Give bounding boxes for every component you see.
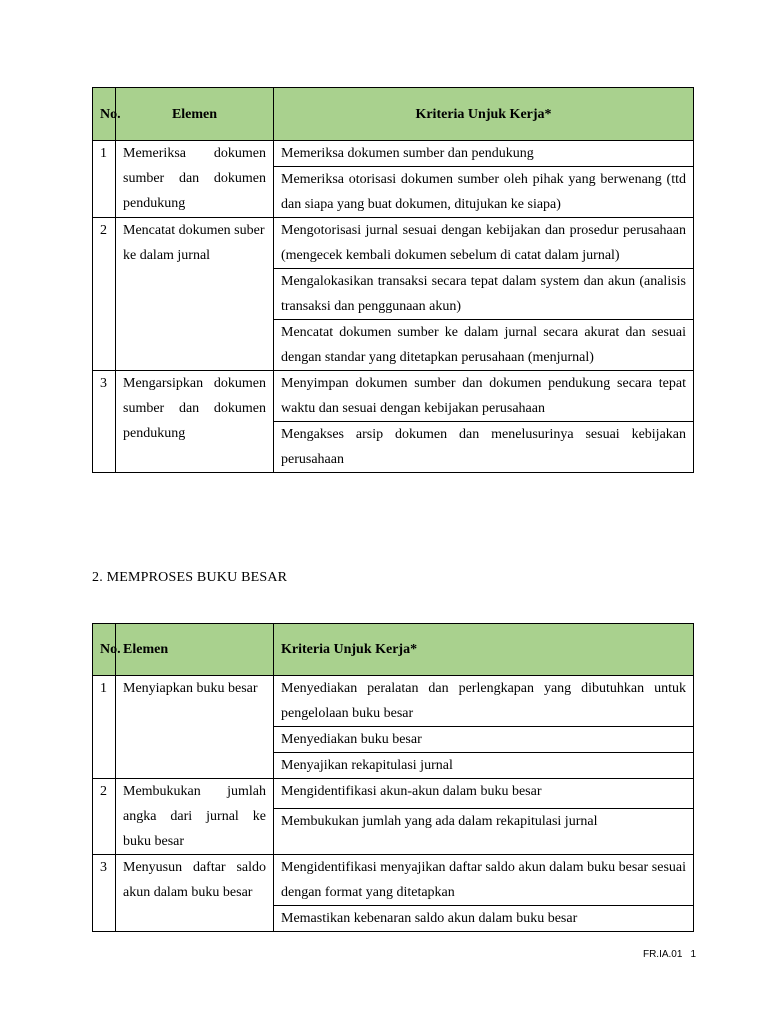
element-cell: Menyusun daftar saldo akun dalam buku besar bbox=[116, 855, 274, 932]
table-row bbox=[93, 779, 694, 809]
element-cell: Mengarsipkan dokumen sumber dan dokumen pendukung bbox=[116, 371, 274, 473]
criteria-cell: Mencatat dokumen sumber ke dalam jurnal secara akurat dan sesuai dengan standar yang ditetapkan perusahaan (menjurnal) bbox=[274, 320, 694, 371]
row-number: 2 bbox=[93, 218, 116, 371]
header-elemen: Elemen bbox=[116, 88, 274, 141]
table-row bbox=[93, 676, 694, 727]
page-number: 1 bbox=[690, 949, 696, 960]
element-cell: Membukukan jumlah angka dari jurnal ke buku besar bbox=[116, 779, 274, 855]
row-number: 1 bbox=[93, 141, 116, 218]
table-header-row bbox=[93, 88, 694, 141]
table-row bbox=[93, 855, 694, 906]
element-cell: Mencatat dokumen suber ke dalam jurnal bbox=[116, 218, 274, 371]
header-no: No. bbox=[93, 624, 116, 676]
table-header-row bbox=[93, 624, 694, 676]
criteria-cell: Menyajikan rekapitulasi jurnal bbox=[274, 753, 694, 779]
criteria-cell: Memeriksa dokumen sumber dan pendukung bbox=[274, 141, 694, 167]
criteria-cell: Menyimpan dokumen sumber dan dokumen pendukung secara tepat waktu dan sesuai dengan kebijakan perusahaan bbox=[274, 371, 694, 422]
criteria-cell: Mengotorisasi jurnal sesuai dengan kebijakan dan prosedur perusahaan (mengecek kembali dokumen sebelum di catat dalam jurnal) bbox=[274, 218, 694, 269]
criteria-cell: Mengidentifikasi menyajikan daftar saldo akun dalam buku besar sesuai dengan format yang ditetapkan bbox=[274, 855, 694, 906]
element-cell: Menyiapkan buku besar bbox=[116, 676, 274, 779]
row-number: 2 bbox=[93, 779, 116, 855]
criteria-cell: Memeriksa otorisasi dokumen sumber oleh pihak yang berwenang (ttd dan siapa yang buat dokumen, ditujukan ke siapa) bbox=[274, 167, 694, 218]
criteria-cell: Mengalokasikan transaksi secara tepat dalam system dan akun (analisis transaksi dan penggunaan akun) bbox=[274, 269, 694, 320]
section-heading: 2. MEMPROSES BUKU BESAR bbox=[92, 570, 288, 585]
kuk-table-2 bbox=[92, 623, 694, 932]
page-footer bbox=[643, 949, 696, 960]
form-code: FR.IA.01 bbox=[642, 949, 683, 960]
table-row bbox=[93, 218, 694, 269]
header-no: No. bbox=[93, 88, 116, 141]
criteria-cell: Mengakses arsip dokumen dan menelusurinya sesuai kebijakan perusahaan bbox=[274, 422, 694, 473]
criteria-cell: Menyediakan peralatan dan perlengkapan yang dibutuhkan untuk pengelolaan buku besar bbox=[274, 676, 694, 727]
header-kriteria: Kriteria Unjuk Kerja* bbox=[274, 88, 694, 141]
criteria-cell: Menyediakan buku besar bbox=[274, 727, 694, 753]
element-cell: Memeriksa dokumen sumber dan dokumen pendukung bbox=[116, 141, 274, 218]
table-row bbox=[93, 371, 694, 422]
criteria-cell: Memastikan kebenaran saldo akun dalam buku besar bbox=[274, 906, 694, 932]
header-elemen: Elemen bbox=[116, 624, 274, 676]
criteria-cell: Mengidentifikasi akun-akun dalam buku besar bbox=[274, 779, 694, 809]
criteria-cell: Membukukan jumlah yang ada dalam rekapitulasi jurnal bbox=[274, 809, 694, 855]
row-number: 3 bbox=[93, 855, 116, 932]
table-row bbox=[93, 141, 694, 167]
kuk-table-1 bbox=[92, 87, 694, 473]
header-kriteria: Kriteria Unjuk Kerja* bbox=[274, 624, 694, 676]
row-number: 1 bbox=[93, 676, 116, 779]
row-number: 3 bbox=[93, 371, 116, 473]
